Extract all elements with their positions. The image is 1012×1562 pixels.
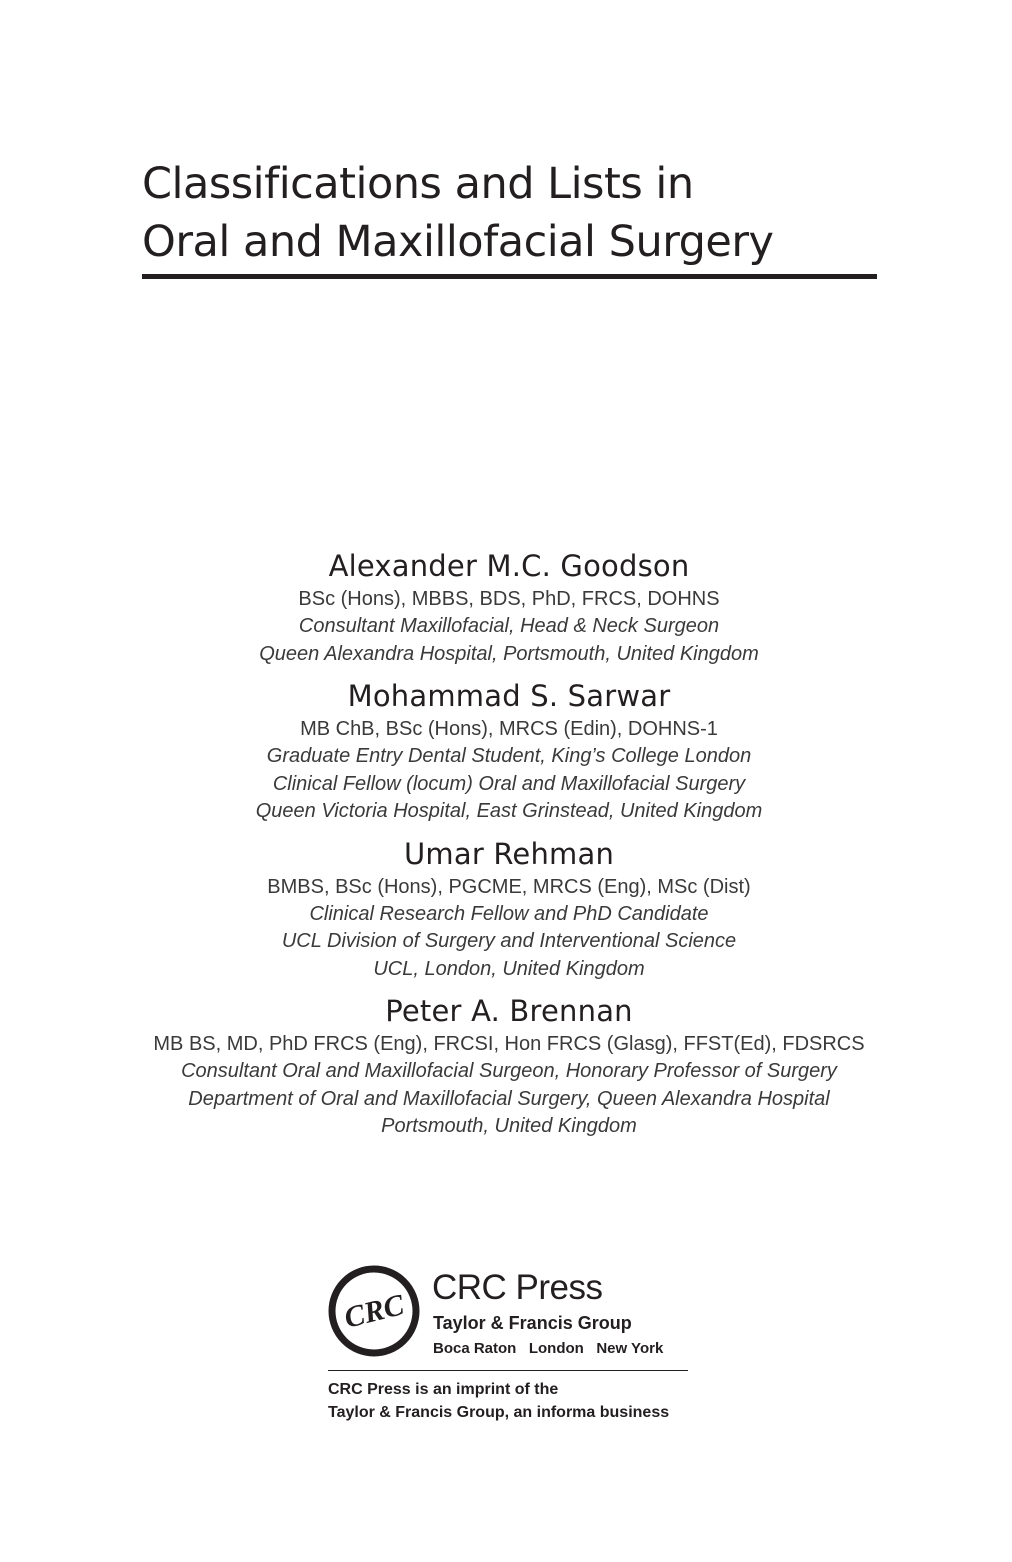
book-title-line-2: Oral and Maxillofacial Surgery [142, 217, 774, 267]
crc-logo-text: CRC [341, 1288, 408, 1335]
book-title-line-1: Classifications and Lists in [142, 159, 694, 209]
imprint-line-1: CRC Press is an imprint of the [328, 1381, 559, 1398]
author-affiliation: Graduate Entry Dental Student, King’s College London [266, 745, 752, 767]
publisher-block [328, 1265, 688, 1425]
author-affiliation: Department of Oral and Maxillofacial Surgery, Queen Alexandra Hospital [188, 1087, 830, 1110]
author-name: Umar Rehman [403, 836, 615, 871]
author-brennan [6, 992, 1012, 1141]
publisher-name: CRC Press [432, 1268, 603, 1307]
author-degrees: MB BS, MD, PhD FRCS (Eng), FRCSI, Hon FRCS (Glasg), FFST(Ed), FDSRCS [153, 1033, 865, 1055]
author-affiliation: Queen Alexandra Hospital, Portsmouth, United Kingdom [259, 642, 759, 665]
author-name: Peter A. Brennan [385, 994, 633, 1028]
imprint-note [328, 1378, 669, 1424]
author-degrees: BMBS, BSc (Hons), PGCME, MRCS (Eng), MSc (Dist) [267, 875, 751, 898]
author-name: Mohammad S. Sarwar [347, 679, 671, 713]
author-affiliation: UCL Division of Surgery and Interventional Science [281, 930, 737, 952]
title-block [142, 155, 877, 271]
author-affiliation: Consultant Maxillofacial, Head & Neck Surgeon [298, 615, 720, 637]
author-sarwar [6, 677, 1012, 826]
author-affiliation: Consultant Oral and Maxillofacial Surgeon, Honorary Professor of Surgery [181, 1060, 837, 1082]
crc-press-logo-icon [328, 1265, 420, 1357]
imprint-line-2: Taylor & Francis Group, an informa business [328, 1404, 670, 1421]
author-degrees: BSc (Hons), MBBS, BDS, PhD, FRCS, DOHNS [298, 588, 720, 610]
author-affiliation: Portsmouth, United Kingdom [381, 1115, 637, 1137]
author-list [0, 547, 1012, 1141]
author-name: Alexander M.C. Goodson [328, 549, 690, 583]
title-underline-rule [142, 274, 877, 279]
author-degrees: MB ChB, BSc (Hons), MRCS (Edin), DOHNS-1 [300, 718, 718, 740]
publisher-cities: Boca Raton London New York [433, 1340, 664, 1357]
publisher-group: Taylor & Francis Group [433, 1313, 632, 1333]
author-goodson [6, 547, 1012, 668]
author-rehman [6, 835, 1012, 984]
author-affiliation: Queen Victoria Hospital, East Grinstead, United Kingdom [255, 800, 763, 822]
author-affiliation: Clinical Fellow (locum) Oral and Maxillofacial Surgery [272, 772, 746, 795]
author-affiliation: UCL, London, United Kingdom [373, 957, 645, 980]
publisher-divider [328, 1370, 688, 1371]
author-affiliation: Clinical Research Fellow and PhD Candidate [309, 902, 709, 925]
